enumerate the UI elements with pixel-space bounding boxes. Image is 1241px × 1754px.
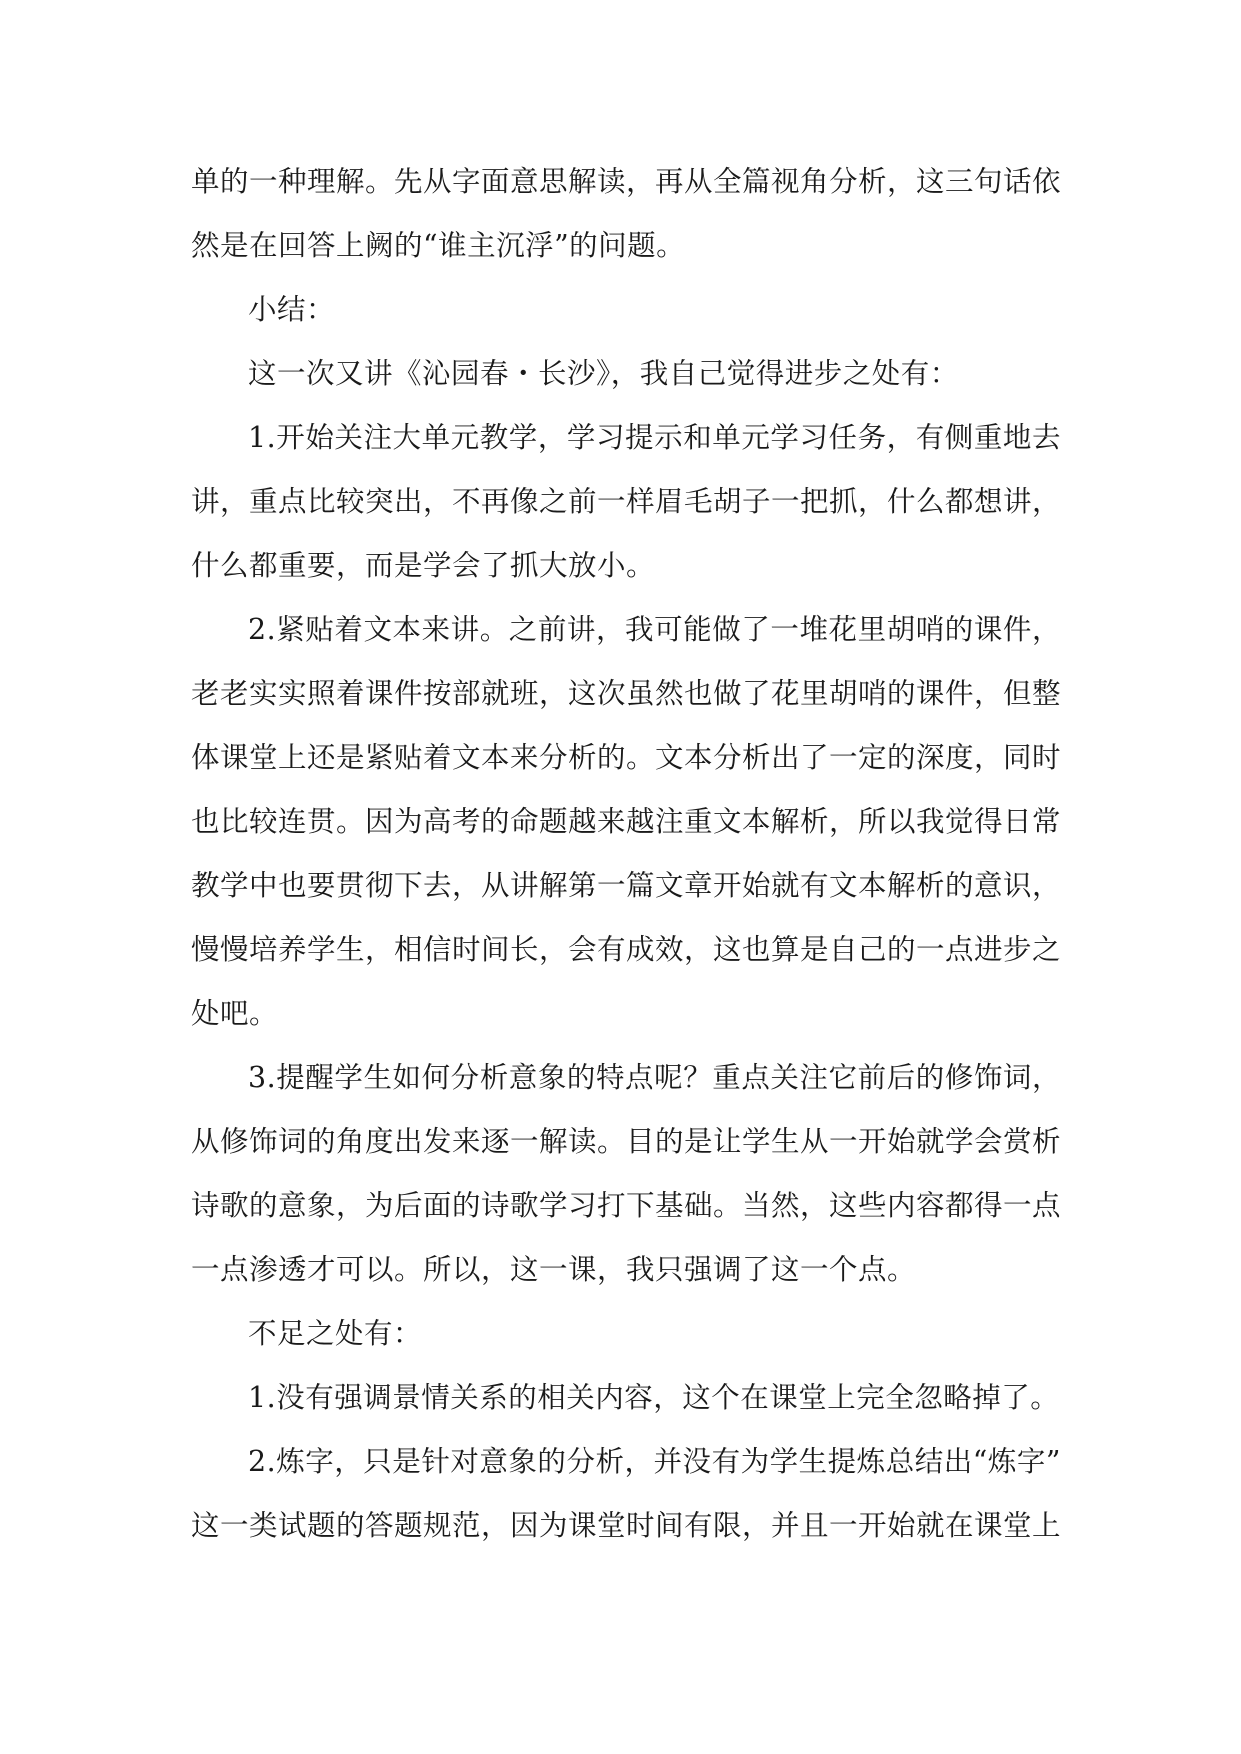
text-line: 这一类试题的答题规范，因为课堂时间有限，并且一开始就在课堂上 (191, 1509, 1062, 1542)
text-line: 3.提醒学生如何分析意象的特点呢？重点关注它前后的修饰词， (248, 1061, 1061, 1094)
text-line: 小结： (248, 293, 336, 326)
text-line: 也比较连贯。因为高考的命题越来越注重文本解析，所以我觉得日常 (191, 805, 1062, 838)
text-line: 单的一种理解。先从字面意思解读，再从全篇视角分析，这三句话依 (191, 165, 1062, 198)
text-line: 不足之处有： (248, 1317, 423, 1350)
text-line: 老老实实照着课件按部就班，这次虽然也做了花里胡哨的课件，但整 (191, 677, 1062, 710)
text-line: 1.开始关注大单元教学，学习提示和单元学习任务，有侧重地去 (248, 421, 1061, 454)
text-line: 2.炼字，只是针对意象的分析，并没有为学生提炼总结出“炼字” (248, 1445, 1061, 1478)
text-line: 什么都重要，而是学会了抓大放小。 (191, 549, 656, 582)
text-line: 教学中也要贯彻下去，从讲解第一篇文章开始就有文本解析的意识， (191, 869, 1062, 902)
text-line: 处吧。 (191, 997, 279, 1030)
text-line: 一点渗透才可以。所以，这一课，我只强调了这一个点。 (191, 1253, 917, 1286)
text-line: 体课堂上还是紧贴着文本来分析的。文本分析出了一定的深度，同时 (191, 741, 1062, 774)
text-line: 这一次又讲《沁园春・长沙》，我自己觉得进步之处有： (248, 357, 959, 390)
text-line: 2.紧贴着文本来讲。之前讲，我可能做了一堆花里胡哨的课件， (248, 613, 1061, 646)
text-line: 从修饰词的角度出发来逐一解读。目的是让学生从一开始就学会赏析 (191, 1125, 1062, 1158)
text-line: 1.没有强调景情关系的相关内容，这个在课堂上完全忽略掉了。 (248, 1381, 1060, 1414)
text-line: 诗歌的意象，为后面的诗歌学习打下基础。当然，这些内容都得一点 (191, 1189, 1062, 1222)
text-line: 慢慢培养学生，相信时间长，会有成效，这也算是自己的一点进步之 (191, 933, 1062, 966)
text-line: 讲，重点比较突出，不再像之前一样眉毛胡子一把抓，什么都想讲， (191, 485, 1062, 518)
document-body (191, 150, 1061, 1558)
text-line: 然是在回答上阙的“谁主沉浮”的问题。 (191, 229, 686, 262)
